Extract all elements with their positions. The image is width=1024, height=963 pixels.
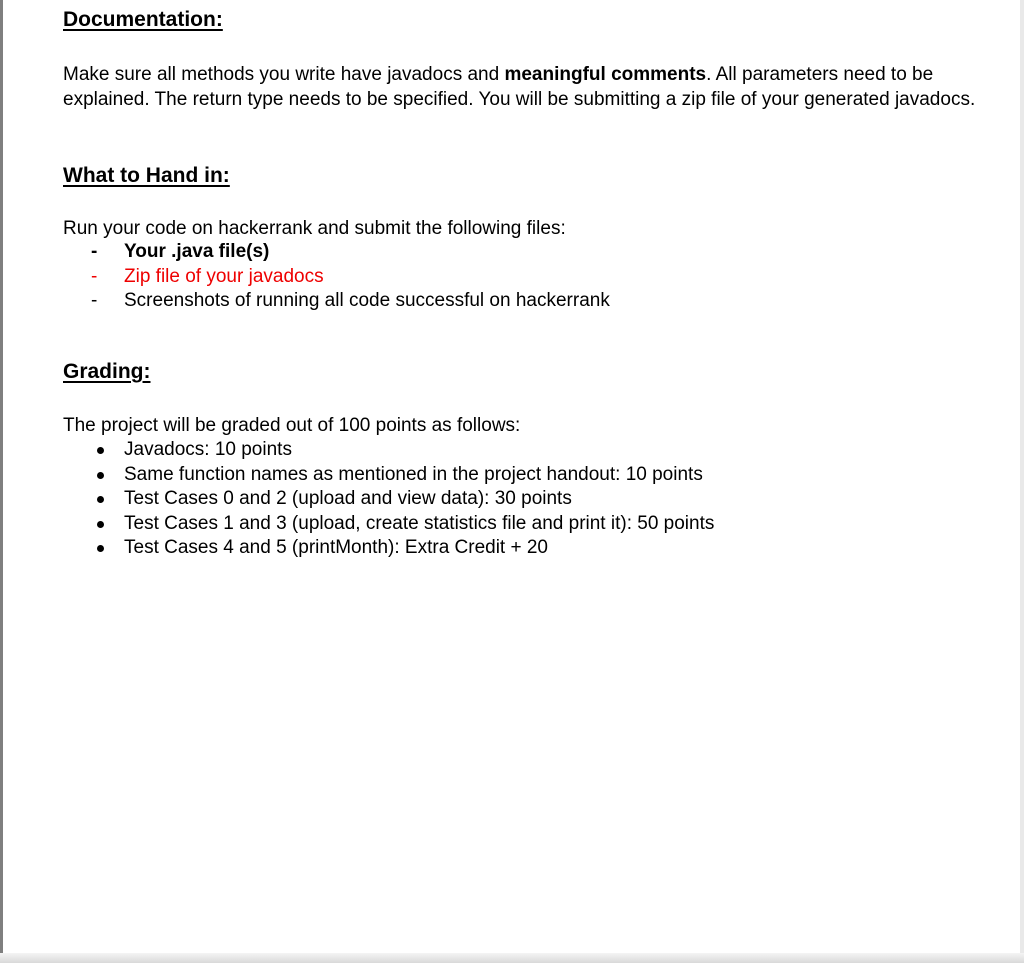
grading-item-label: Same function names as mentioned in the project handout: 10 points bbox=[124, 463, 703, 485]
hand-in-list bbox=[63, 240, 610, 314]
grading-item-label: Javadocs: 10 points bbox=[124, 439, 292, 460]
grading-item bbox=[63, 438, 714, 463]
grading-item bbox=[63, 487, 714, 512]
bullet-icon bbox=[97, 545, 104, 552]
dash-marker: - bbox=[91, 290, 98, 311]
grading-item-label: Test Cases 0 and 2 (upload and view data): 30 points bbox=[124, 488, 572, 509]
bullet-icon bbox=[97, 521, 104, 528]
documentation-heading: Documentation: bbox=[63, 8, 223, 31]
bullet-icon bbox=[97, 472, 104, 479]
hand-in-item-label: Your .java file(s) bbox=[124, 241, 270, 262]
hand-in-intro: Run your code on hackerrank and submit the following files: bbox=[63, 218, 566, 239]
page-bottom-edge bbox=[0, 953, 1024, 963]
documentation-text-before: Make sure all methods you write have javadocs and bbox=[63, 64, 505, 85]
grading-heading: Grading: bbox=[63, 360, 151, 383]
bullet-icon bbox=[97, 447, 104, 454]
grading-item-label: Test Cases 1 and 3 (upload, create statistics file and print it): 50 points bbox=[124, 512, 715, 534]
hand-in-item-label: Zip file of your javadocs bbox=[124, 265, 324, 287]
grading-intro: The project will be graded out of 100 points as follows: bbox=[63, 415, 521, 436]
hand-in-item-label: Screenshots of running all code successful on hackerrank bbox=[124, 290, 610, 311]
hand-in-item bbox=[63, 265, 610, 290]
hand-in-item bbox=[63, 289, 610, 314]
dash-marker: - bbox=[91, 241, 98, 262]
hand-in-item bbox=[63, 240, 610, 265]
grading-item-label: Test Cases 4 and 5 (printMonth): Extra Credit + 20 bbox=[124, 537, 549, 558]
grading-item bbox=[63, 512, 714, 537]
grading-list bbox=[63, 438, 714, 561]
grading-item bbox=[63, 536, 714, 561]
hand-in-heading: What to Hand in: bbox=[63, 164, 230, 187]
documentation-text-bold: meaningful comments bbox=[504, 64, 707, 85]
dash-marker: - bbox=[91, 265, 98, 287]
documentation-paragraph bbox=[63, 62, 983, 112]
documentation-text-after: . All parameters need to be explained. The return type needs to be specified. You will be submitting a zip file of your generated javadocs. bbox=[63, 64, 976, 110]
bullet-icon bbox=[97, 496, 104, 503]
grading-item bbox=[63, 463, 714, 488]
